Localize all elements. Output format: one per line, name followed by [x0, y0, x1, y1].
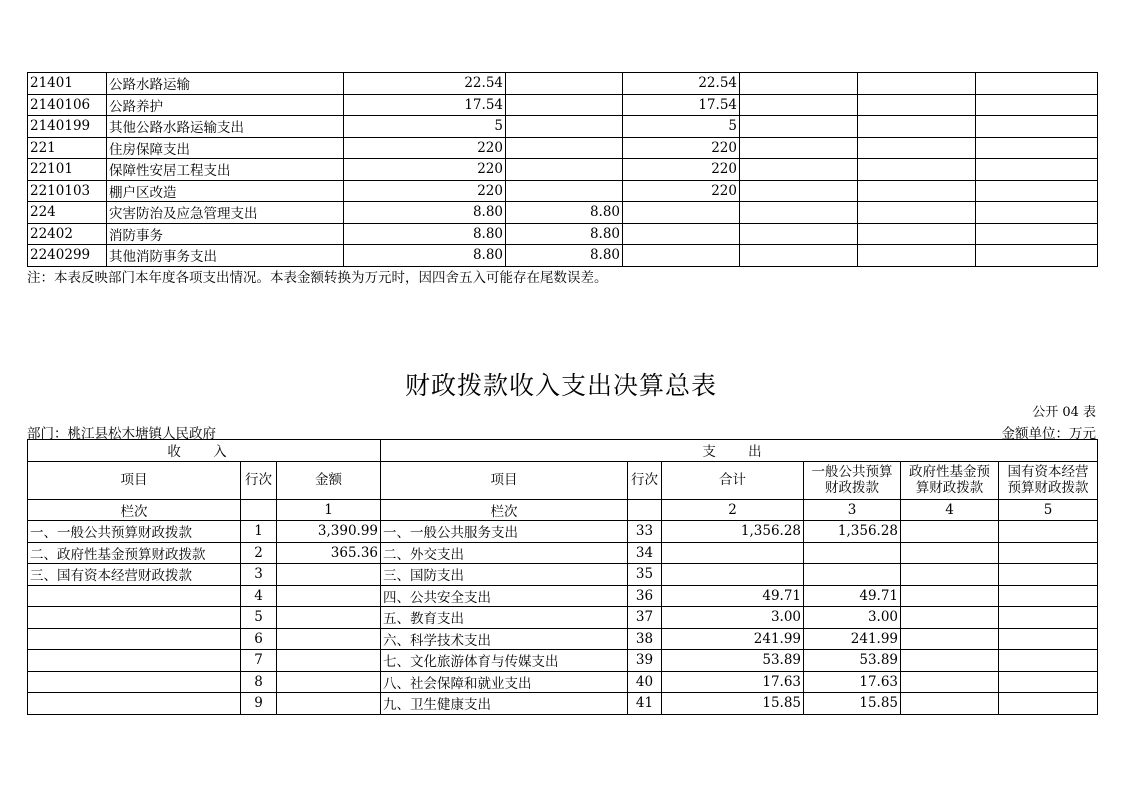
cell-c6 — [976, 137, 1098, 159]
cell-c4 — [740, 159, 858, 181]
cell-capital — [999, 671, 1098, 693]
cell-c6 — [976, 202, 1098, 224]
cell-c1: 22.54 — [344, 73, 506, 95]
cell-c4 — [740, 73, 858, 95]
cell-c4 — [740, 94, 858, 116]
cell-in-line: 6 — [241, 628, 277, 650]
cell-c2 — [506, 137, 623, 159]
col-total: 合计 — [662, 461, 804, 499]
col-line-expense: 行次 — [628, 461, 662, 499]
cell-in-amt — [277, 671, 381, 693]
cell-c5 — [858, 223, 976, 245]
cell-name: 公路水路运输 — [107, 73, 344, 95]
cell-total: 17.63 — [662, 671, 804, 693]
cell-ex-line: 40 — [628, 671, 662, 693]
cell-capital — [999, 542, 1098, 564]
cell-in-amt — [277, 585, 381, 607]
cell-general — [804, 564, 901, 586]
table-row — [28, 564, 1098, 586]
cell-in-item — [28, 650, 241, 672]
form-code: 公开 04 表 — [1032, 405, 1096, 420]
cell-c3 — [623, 223, 740, 245]
table-row — [28, 650, 1098, 672]
cell-name: 保障性安居工程支出 — [107, 159, 344, 181]
cell-ex-item: 四、公共安全支出 — [381, 585, 628, 607]
cell-code: 22402 — [28, 223, 107, 245]
cell-name: 灾害防治及应急管理支出 — [107, 202, 344, 224]
cell-in-line: 4 — [241, 585, 277, 607]
cell-name: 棚户区改造 — [107, 180, 344, 202]
cell-capital — [999, 650, 1098, 672]
cell-in-amt — [277, 564, 381, 586]
cell-general — [804, 542, 901, 564]
cell-ex-item: 五、教育支出 — [381, 607, 628, 629]
cell-fund — [901, 671, 999, 693]
cell-c6 — [976, 223, 1098, 245]
cell-general: 3.00 — [804, 607, 901, 629]
cell-ex-item: 三、国防支出 — [381, 564, 628, 586]
cell-total: 241.99 — [662, 628, 804, 650]
table-row — [28, 693, 1098, 715]
cell-ex-item: 二、外交支出 — [381, 542, 628, 564]
cell-c1: 220 — [344, 180, 506, 202]
cell-name: 其他消防事务支出 — [107, 245, 344, 267]
table-note: 注：本表反映部门本年度各项支出情况。本表金额转换为万元时，因四舍五入可能存在尾数误差。 — [27, 270, 608, 286]
cell-c5 — [858, 137, 976, 159]
cell-in-amt: 365.36 — [277, 542, 381, 564]
column-number-row — [28, 499, 1098, 521]
cell-c5 — [858, 180, 976, 202]
col-line: 行次 — [241, 461, 277, 499]
table-row — [28, 245, 1098, 267]
cell-ex-item: 六、科学技术支出 — [381, 628, 628, 650]
cell-c4 — [740, 245, 858, 267]
cell-c5 — [858, 73, 976, 95]
cell-name: 其他公路水路运输支出 — [107, 116, 344, 138]
cell-c3: 220 — [623, 159, 740, 181]
cell-capital — [999, 607, 1098, 629]
cell-c6 — [976, 245, 1098, 267]
cell-in-item — [28, 585, 241, 607]
cell-in-item — [28, 693, 241, 715]
table-row — [28, 671, 1098, 693]
cell-c1: 8.80 — [344, 245, 506, 267]
cell-fund — [901, 607, 999, 629]
cell-ex-item: 九、卫生健康支出 — [381, 693, 628, 715]
section-header-row — [28, 440, 1098, 462]
cell-fund — [901, 585, 999, 607]
cell-c3: 17.54 — [623, 94, 740, 116]
table-row — [28, 180, 1098, 202]
cell-in-item: 二、政府性基金预算财政拨款 — [28, 542, 241, 564]
cell-in-line: 2 — [241, 542, 277, 564]
cell-c3: 5 — [623, 116, 740, 138]
expenditure-detail-table — [27, 72, 1098, 267]
cell-ex-item: 一、一般公共服务支出 — [381, 521, 628, 543]
cell-ex-item: 八、社会保障和就业支出 — [381, 671, 628, 693]
cell-general: 53.89 — [804, 650, 901, 672]
cell-code: 224 — [28, 202, 107, 224]
cell-total: 3.00 — [662, 607, 804, 629]
cell-c2 — [506, 116, 623, 138]
cell-name: 公路养护 — [107, 94, 344, 116]
cell-c3: 22.54 — [623, 73, 740, 95]
cell-name: 消防事务 — [107, 223, 344, 245]
row-label: 栏次 — [381, 499, 628, 521]
cell-c6 — [976, 159, 1098, 181]
cell-c1: 220 — [344, 159, 506, 181]
cell-in-item — [28, 628, 241, 650]
cell-in-line: 7 — [241, 650, 277, 672]
table-row — [28, 223, 1098, 245]
cell-in-item: 一、一般公共预算财政拨款 — [28, 521, 241, 543]
col-number: 2 — [662, 499, 804, 521]
col-number: 3 — [804, 499, 901, 521]
cell-fund — [901, 628, 999, 650]
cell-c2 — [506, 180, 623, 202]
cell-capital — [999, 628, 1098, 650]
cell-capital — [999, 521, 1098, 543]
cell-in-line: 5 — [241, 607, 277, 629]
cell-in-item — [28, 607, 241, 629]
cell-c2: 8.80 — [506, 202, 623, 224]
col-number: 5 — [999, 499, 1098, 521]
cell-c1: 8.80 — [344, 223, 506, 245]
table-row — [28, 137, 1098, 159]
cell-ex-line: 33 — [628, 521, 662, 543]
department-label: 部门：桃江县松木塘镇人民政府 — [27, 426, 216, 442]
cell-c4 — [740, 116, 858, 138]
cell-c4 — [740, 223, 858, 245]
income-header: 收 入 — [28, 440, 381, 462]
cell-c2 — [506, 73, 623, 95]
cell-c6 — [976, 73, 1098, 95]
cell-in-amt: 3,390.99 — [277, 521, 381, 543]
table-row — [28, 585, 1098, 607]
cell-in-line: 3 — [241, 564, 277, 586]
cell-c3: 220 — [623, 180, 740, 202]
cell-ex-line: 36 — [628, 585, 662, 607]
table-row — [28, 542, 1098, 564]
cell-code: 2240299 — [28, 245, 107, 267]
col-item-expense: 项目 — [381, 461, 628, 499]
row-label: 栏次 — [28, 499, 241, 521]
cell-fund — [901, 542, 999, 564]
cell-general: 241.99 — [804, 628, 901, 650]
table-row — [28, 521, 1098, 543]
cell-code: 2210103 — [28, 180, 107, 202]
expense-header: 支 出 — [381, 440, 1098, 462]
cell-c3 — [623, 202, 740, 224]
cell-code: 22101 — [28, 159, 107, 181]
cell-c2: 8.80 — [506, 223, 623, 245]
table-row — [28, 202, 1098, 224]
cell-ex-line: 41 — [628, 693, 662, 715]
cell-general: 49.71 — [804, 585, 901, 607]
cell-c2 — [506, 94, 623, 116]
col-general-budget: 一般公共预算财政拨款 — [804, 461, 901, 499]
col-number: 4 — [901, 499, 999, 521]
col-amount: 金额 — [277, 461, 381, 499]
unit-label: 金额单位：万元 — [1001, 426, 1096, 442]
cell-ex-line: 34 — [628, 542, 662, 564]
cell-c3: 220 — [623, 137, 740, 159]
cell-c6 — [976, 94, 1098, 116]
cell-fund — [901, 521, 999, 543]
cell-ex-line: 39 — [628, 650, 662, 672]
cell-in-line: 8 — [241, 671, 277, 693]
cell-total: 53.89 — [662, 650, 804, 672]
cell-total: 49.71 — [662, 585, 804, 607]
cell-in-item — [28, 671, 241, 693]
cell-code: 21401 — [28, 73, 107, 95]
cell-in-item: 三、国有资本经营财政拨款 — [28, 564, 241, 586]
cell-total — [662, 542, 804, 564]
column-header-row — [28, 461, 1098, 499]
page-title: 财政拨款收入支出决算总表 — [404, 371, 717, 400]
table-row — [28, 607, 1098, 629]
cell-ex-line: 35 — [628, 564, 662, 586]
cell-total: 1,356.28 — [662, 521, 804, 543]
cell-fund — [901, 693, 999, 715]
cell-c4 — [740, 180, 858, 202]
cell-capital — [999, 585, 1098, 607]
cell-c6 — [976, 180, 1098, 202]
cell-general: 17.63 — [804, 671, 901, 693]
cell-in-amt — [277, 607, 381, 629]
table-row — [28, 628, 1098, 650]
cell-in-amt — [277, 693, 381, 715]
cell-ex-item: 七、文化旅游体育与传媒支出 — [381, 650, 628, 672]
cell-c3 — [623, 245, 740, 267]
cell-code: 2140106 — [28, 94, 107, 116]
cell-in-amt — [277, 650, 381, 672]
cell-capital — [999, 693, 1098, 715]
fiscal-summary-table — [27, 439, 1098, 715]
cell-c6 — [976, 116, 1098, 138]
col-gov-fund: 政府性基金预算财政拨款 — [901, 461, 999, 499]
cell-c5 — [858, 94, 976, 116]
cell-c5 — [858, 159, 976, 181]
cell-fund — [901, 650, 999, 672]
cell-code: 221 — [28, 137, 107, 159]
table-row — [28, 94, 1098, 116]
cell-total — [662, 564, 804, 586]
cell-c1: 8.80 — [344, 202, 506, 224]
cell-c1: 5 — [344, 116, 506, 138]
col-number: 1 — [277, 499, 381, 521]
cell-c5 — [858, 116, 976, 138]
table-row — [28, 73, 1098, 95]
cell-c1: 17.54 — [344, 94, 506, 116]
cell-general: 15.85 — [804, 693, 901, 715]
cell-code: 2140199 — [28, 116, 107, 138]
cell-name: 住房保障支出 — [107, 137, 344, 159]
cell-ex-line: 37 — [628, 607, 662, 629]
cell-c2 — [506, 159, 623, 181]
cell-in-amt — [277, 628, 381, 650]
cell-c2: 8.80 — [506, 245, 623, 267]
cell-c5 — [858, 202, 976, 224]
cell-general: 1,356.28 — [804, 521, 901, 543]
cell-total: 15.85 — [662, 693, 804, 715]
table-row — [28, 159, 1098, 181]
cell-c4 — [740, 202, 858, 224]
cell-capital — [999, 564, 1098, 586]
cell-in-line: 9 — [241, 693, 277, 715]
cell-c5 — [858, 245, 976, 267]
cell-fund — [901, 564, 999, 586]
col-item: 项目 — [28, 461, 241, 499]
col-state-capital: 国有资本经营预算财政拨款 — [999, 461, 1098, 499]
cell-ex-line: 38 — [628, 628, 662, 650]
cell-in-line: 1 — [241, 521, 277, 543]
cell-c4 — [740, 137, 858, 159]
table-row — [28, 116, 1098, 138]
cell-c1: 220 — [344, 137, 506, 159]
